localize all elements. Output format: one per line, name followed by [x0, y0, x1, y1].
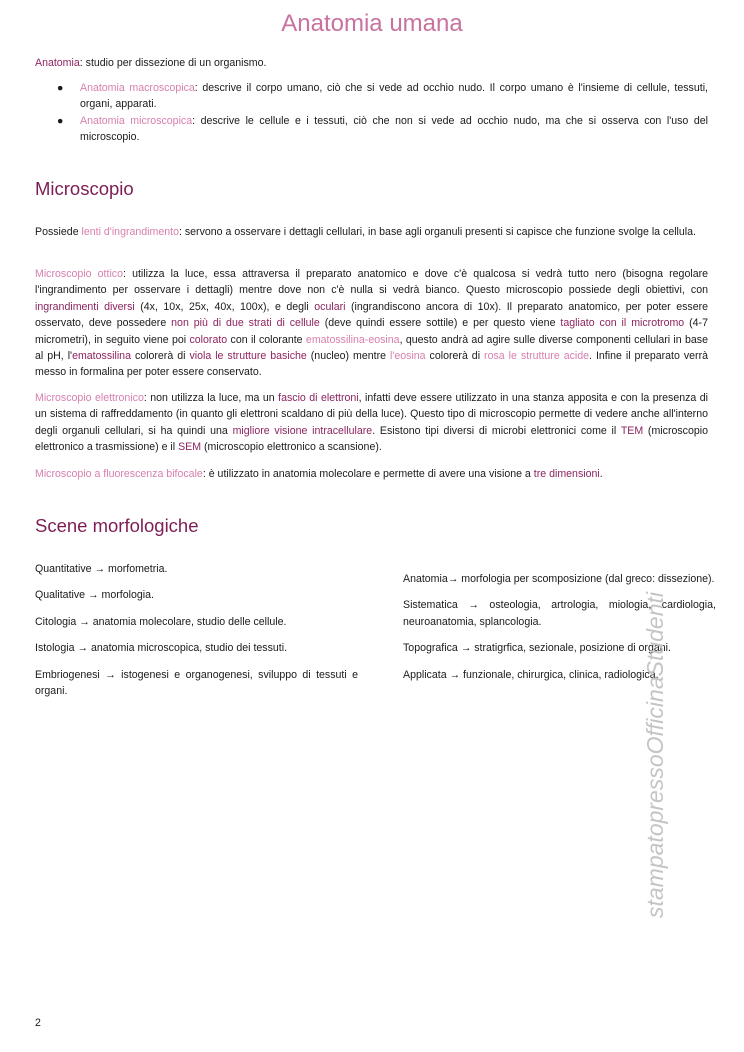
list-item: Quantitative → morfometria.: [35, 563, 168, 575]
text-span: colorerà di: [425, 350, 485, 363]
key-term: oculari: [314, 300, 346, 313]
bullet-text: : descrive il corpo umano, ciò che si vede ad occhio nudo. Il corpo umano è l'insieme di cellule, tessuti, organi, apparati.: [80, 82, 708, 111]
key-term: lenti d'ingrandimento: [81, 226, 179, 238]
list-item: [35, 113, 708, 146]
key-term: ematossilina-eosina: [305, 333, 400, 346]
section-heading-microscopio: Microscopio: [35, 178, 134, 199]
key-term: non più di due strati di cellule: [171, 317, 320, 330]
key-term: fascio di elettroni: [278, 392, 359, 404]
section-heading-scene-morfologiche: Scene morfologiche: [35, 515, 199, 536]
text-span: Possiede: [35, 226, 82, 238]
key-term: colorato: [189, 333, 228, 346]
key-term: SEM: [178, 441, 202, 454]
bullet-icon: ●: [57, 114, 64, 127]
page-number: 2: [35, 1017, 41, 1029]
paragraph-microscopio-elettronico: [35, 390, 708, 456]
watermark: stampatopressoOfficinaStudenti: [642, 591, 668, 918]
text-span: : utilizza la luce, essa attraversa il preparato anatomico e dove c'è qualcosa si vedrà tutto nero (bisogna regolare l'ingrandimento per osservare i dettagli) mentre dove non c'è nulla si vedrà bianco. Questo microscopio possiede degli obiettivi, con: [35, 268, 709, 297]
list-item: Qualitative → morfologia.: [35, 589, 154, 602]
text-span: , infatti deve essere utilizzato in una stanza apposita e con la presenza di un sistema di raffreddamento (in quanto gli elettroni scaldano di più della luce). Questo tipo di microscopio permette di vedere anche all'interno degli organuli cellulari, si ha quindi una: [35, 392, 708, 437]
key-term: migliore visione intracellulare: [232, 424, 373, 437]
bullet-text: : descrive le cellule e i tessuti, ciò che non si vede ad occhio nudo, ma che si osserva con l'uso del microscopio.: [80, 114, 708, 144]
left-column: [35, 561, 358, 709]
list-item: Topografica → stratigrfica, sezionale, posizione di organi.: [403, 642, 671, 655]
text-span: : è utilizzato in anatomia molecolare e permette di avere una visione a: [202, 468, 534, 480]
right-column: [403, 571, 716, 693]
paragraph-term: Microscopio ottico: [35, 268, 123, 280]
text-span: con il colorante: [227, 333, 306, 346]
list-item: Istologia → anatomia microscopica, studio dei tessuti.: [35, 642, 288, 655]
key-term: l'eosina: [389, 350, 426, 363]
text-span: (nucleo) mentre: [306, 350, 390, 363]
key-term: viola le strutture basiche: [189, 350, 307, 363]
paragraph-microscopio-fluorescenza: [35, 466, 708, 482]
key-term: TEM: [620, 424, 644, 437]
bullet-icon: ●: [57, 82, 64, 94]
list-item: Sistematica → osteologia, artrologia, miologia, cardiologia, neuroanatomia, splancologia.: [403, 599, 716, 628]
text-span: (4x, 10x, 25x, 40x, 100x), e degli: [134, 300, 315, 313]
paragraph-microscopio-ottico: [35, 266, 708, 381]
text-span: (deve quindi essere sottile) e per questo viene: [319, 317, 561, 330]
list-item: Applicata → funzionale, chirurgica, clinica, radiologica.: [403, 668, 659, 681]
key-term: tre dimensioni: [533, 468, 600, 480]
text-span: .: [599, 468, 603, 480]
key-term: ematossilina: [72, 350, 131, 363]
list-item: Citologia → anatomia molecolare, studio delle cellule.: [35, 615, 287, 628]
page-title: Anatomia umana: [281, 10, 463, 37]
text-span: (ingrandiscono ancora di 10x). Il preparato anatomico, per poter essere osservato, deve possedere: [35, 300, 709, 330]
bullet-term: Anatomia macroscopica: [80, 82, 195, 94]
text-span: colorerà di: [130, 350, 190, 363]
text-span: : non utilizza la luce, ma un: [143, 392, 279, 404]
key-term: rosa le strutture acide: [484, 350, 590, 363]
text-span: . Infine il preparato verrà messo in formalina per poter essere conservato.: [35, 350, 709, 379]
paragraph-lenti: [35, 224, 708, 240]
text-span: (4-7 micrometri), in seguito viene poi: [35, 317, 708, 346]
text-span: (microscopio elettronico a scansione).: [201, 441, 382, 454]
intro-text: : studio per dissezione di un organismo.: [79, 57, 267, 69]
anatomy-bullet-list: [35, 80, 708, 146]
list-item: Anatomia→ morfologia per scomposizione (dal greco: dissezione).: [403, 573, 715, 585]
list-item: [35, 80, 708, 113]
intro-term: Anatomia: [35, 57, 80, 69]
text-span: (microscopio elettronico a trasmissione) e il: [35, 424, 708, 454]
text-span: , questo andrà ad agire sulle diverse componenti cellulari in base al pH, l': [35, 333, 708, 363]
intro-paragraph: [35, 55, 708, 71]
list-item: Embriogenesi → istogenesi e organogenesi, sviluppo di tessuti e organi.: [35, 668, 358, 698]
key-term: ingrandimenti diversi: [35, 300, 135, 313]
paragraph-term: Microscopio a fluorescenza bifocale: [35, 468, 203, 480]
paragraph-term: Microscopio elettronico: [35, 392, 144, 404]
text-span: . Esistono tipi diversi di microbi elettronici come il: [372, 424, 621, 437]
key-term: tagliato con il microtromo: [560, 317, 685, 330]
text-span: : servono a osservare i dettagli cellulari, in base agli organuli presenti si capisce che funzione svolge la cellula.: [178, 226, 696, 238]
bullet-term: Anatomia microscopica: [80, 114, 193, 127]
